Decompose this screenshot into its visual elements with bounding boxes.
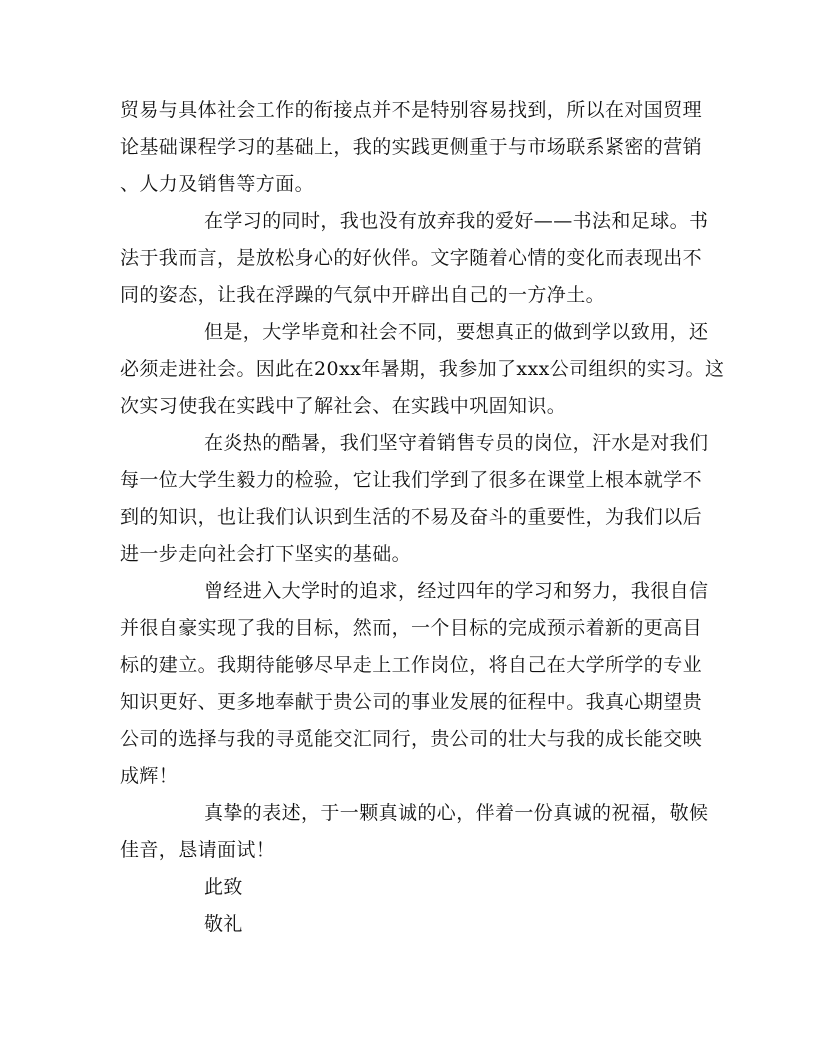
text-line: 公司的选择与我的寻觅能交汇同行，贵公司的壮大与我的成长能交映 [120, 728, 703, 750]
paragraph-first-line: 在学习的同时，我也没有放弃我的爱好——书法和足球。书 [204, 210, 709, 232]
text-line: 每一位大学生毅力的检验，它让我们学到了很多在课堂上根本就学不 [120, 469, 703, 491]
text-line: 到的知识，也让我们认识到生活的不易及奋斗的重要性，为我们以后 [120, 506, 703, 528]
paragraph-first-line: 但是，大学毕竟和社会不同，要想真正的做到学以致用，还 [204, 321, 709, 343]
text-line: 进一步走向社会打下坚实的基础。 [120, 543, 412, 565]
text-line: 成辉！ [120, 765, 179, 787]
text-line: 同的姿态，让我在浮躁的气氛中开辟出自己的一方净土。 [120, 284, 606, 306]
text-line: 法于我而言，是放松身心的好伙伴。文字随着心情的变化而表现出不 [120, 247, 703, 269]
text-line: 必须走进社会。因此在20xx年暑期，我参加了xxx公司组织的实习。这 [120, 358, 725, 380]
text-line: 贸易与具体社会工作的衔接点并不是特别容易找到，所以在对国贸理 [120, 99, 703, 121]
closing-regards: 敬礼 [204, 913, 243, 935]
paragraph-first-line: 真挚的表述，于一颗真诚的心，伴着一份真诚的祝福，敬候 [204, 802, 709, 824]
text-line: 论基础课程学习的基础上，我的实践更侧重于与市场联系紧密的营销 [120, 136, 703, 158]
text-line: 、人力及销售等方面。 [120, 173, 315, 195]
paragraph-first-line: 曾经进入大学时的追求，经过四年的学习和努力，我很自信 [204, 580, 709, 602]
closing-salutation: 此致 [204, 876, 243, 898]
text-line: 标的建立。我期待能够尽早走上工作岗位，将自己在大学所学的专业 [120, 654, 703, 676]
text-line: 佳音，恳请面试！ [120, 839, 276, 861]
text-line: 并很自豪实现了我的目标，然而，一个目标的完成预示着新的更高目 [120, 617, 703, 639]
text-line: 次实习使我在实践中了解社会、在实践中巩固知识。 [120, 395, 567, 417]
document-page [120, 92, 725, 943]
text-line: 知识更好、更多地奉献于贵公司的事业发展的征程中。我真心期望贵 [120, 691, 703, 713]
paragraph-first-line: 在炎热的酷暑，我们坚守着销售专员的岗位，汗水是对我们 [204, 432, 709, 454]
